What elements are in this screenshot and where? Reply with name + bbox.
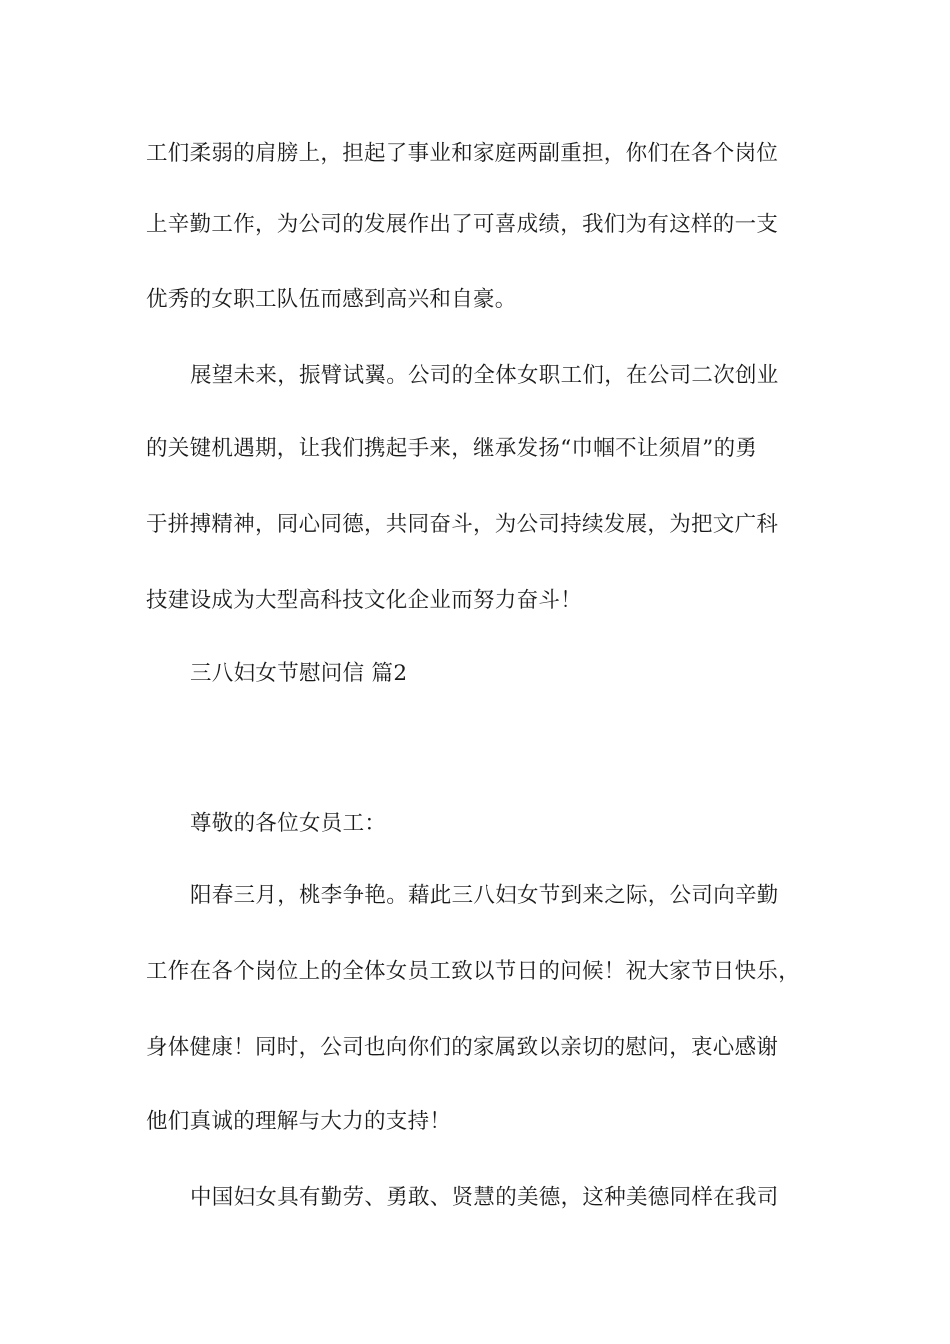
paragraph-line: 于拼搏精神，同心同德，共同奋斗，为公司持续发展，为把文广科	[146, 512, 779, 537]
paragraph-line: 中国妇女具有勤劳、勇敢、贤慧的美德，这种美德同样在我司	[190, 1185, 779, 1210]
salutation: 尊敬的各位女员工：	[190, 811, 387, 836]
paragraph-line: 工作在各个岗位上的全体女员工致以节日的问候！祝大家节日快乐，	[146, 959, 801, 984]
paragraph-line: 上辛勤工作，为公司的发展作出了可喜成绩，我们为有这样的一支	[146, 212, 779, 237]
paragraph-line: 阳春三月，桃李争艳。藉此三八妇女节到来之际，公司向辛勤	[190, 883, 779, 908]
paragraph-line: 的关键机遇期，让我们携起手来，继承发扬“巾帼不让须眉”的勇	[146, 436, 758, 461]
paragraph-line: 技建设成为大型高科技文化企业而努力奋斗！	[146, 588, 583, 613]
paragraph-line: 他们真诚的理解与大力的支持！	[146, 1109, 452, 1134]
paragraph-line: 工们柔弱的肩膀上，担起了事业和家庭两副重担，你们在各个岗位	[146, 141, 779, 166]
section-heading: 三八妇女节慰问信 篇2	[190, 661, 408, 686]
paragraph-line: 身体健康！同时，公司也向你们的家属致以亲切的慰问，衷心感谢	[146, 1035, 779, 1060]
paragraph-line: 优秀的女职工队伍而感到高兴和自豪。	[146, 287, 517, 312]
paragraph-line: 展望未来，振臂试翼。公司的全体女职工们，在公司二次创业	[190, 363, 779, 388]
